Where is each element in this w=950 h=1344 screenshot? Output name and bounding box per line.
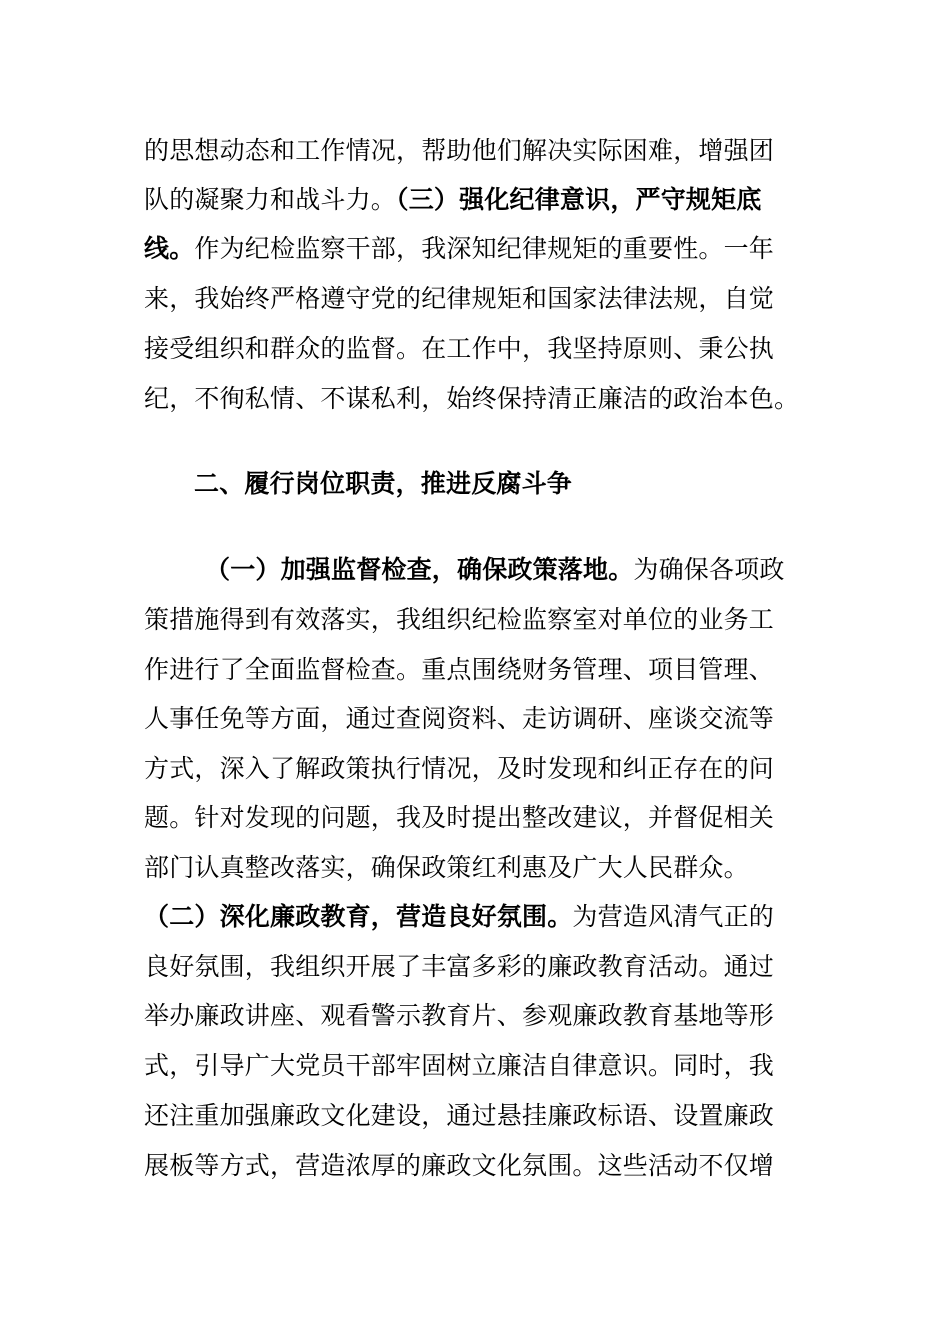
line-text: 来，我始终严格遵守党的纪律规矩和国家法律法规，自觉 — [144, 284, 775, 313]
paragraph-line — [144, 803, 774, 833]
line-text: 举办廉政讲座、观看警示教育片、参观廉政教育基地等形 — [144, 1001, 775, 1030]
line-text: 作为纪检监察干部，我深知纪律规矩的重要性。一年 — [194, 234, 775, 263]
line-text: 接受组织和群众的监督。在工作中，我坚持原则、秉公执 — [144, 334, 775, 363]
paragraph-line — [144, 284, 774, 314]
line-text: 还注重加强廉政文化建设，通过悬挂廉政标语、设置廉政 — [144, 1101, 775, 1130]
paragraph-line — [144, 952, 774, 982]
line-text: 为确保各项政 — [633, 555, 785, 584]
paragraph-line — [144, 185, 762, 215]
paragraph-line — [144, 605, 774, 635]
line-text: 展板等方式，营造浓厚的廉政文化氛围。这些活动不仅增 — [144, 1151, 775, 1180]
line-text: 的思想动态和工作情况，帮助他们解决实际困难，增强团 — [144, 136, 775, 165]
line-text: 作进行了全面监督检查。重点围绕财务管理、项目管理、 — [144, 655, 775, 684]
paragraph-line — [144, 1051, 774, 1081]
paragraph-line — [144, 853, 749, 883]
paragraph-line — [144, 655, 774, 685]
subheading-bold: 线。 — [144, 234, 195, 263]
line-text: 部门认真整改落实，确保政策红利惠及广大人民群众。 — [144, 853, 749, 882]
paragraph-line — [144, 902, 774, 932]
paragraph-line — [144, 136, 774, 166]
section-heading: 二、履行岗位职责，推进反腐斗争 — [194, 469, 573, 498]
line-text: 式，引导广大党员干部牢固树立廉洁自律意识。同时，我 — [144, 1051, 775, 1080]
paragraph-line — [144, 1151, 774, 1181]
line-text: 题。针对发现的问题，我及时提出整改建议，并督促相关 — [144, 803, 775, 832]
line-text: 纪，不徇私情、不谋私利，始终保持清正廉洁的政治本色。 — [144, 384, 800, 413]
paragraph-line — [144, 704, 774, 734]
paragraph-line — [144, 234, 774, 264]
line-text: 队的凝聚力和战斗力。 — [144, 185, 397, 214]
line-text: 策措施得到有效落实，我组织纪检监察室对单位的业务工 — [144, 605, 775, 634]
paragraph-line — [144, 334, 774, 364]
line-text: 方式，深入了解政策执行情况，及时发现和纠正存在的问 — [144, 754, 775, 783]
line-text: 人事任免等方面，通过查阅资料、走访调研、座谈交流等 — [144, 704, 775, 733]
subheading-bold: （二）深化廉政教育，营造良好氛围。 — [144, 902, 573, 931]
paragraph-line — [144, 384, 799, 414]
paragraph-line — [144, 754, 774, 784]
line-text: 为营造风清气正的 — [572, 902, 775, 931]
paragraph-line — [144, 1001, 774, 1031]
paragraph-line — [205, 555, 785, 585]
line-text: 良好氛围，我组织开展了丰富多彩的廉政教育活动。通过 — [144, 952, 775, 981]
subheading-bold: （一）加强监督检查，确保政策落地。 — [205, 555, 634, 584]
subheading-bold: （三）强化纪律意识，严守规矩底 — [396, 185, 762, 214]
paragraph-line — [144, 1101, 774, 1131]
